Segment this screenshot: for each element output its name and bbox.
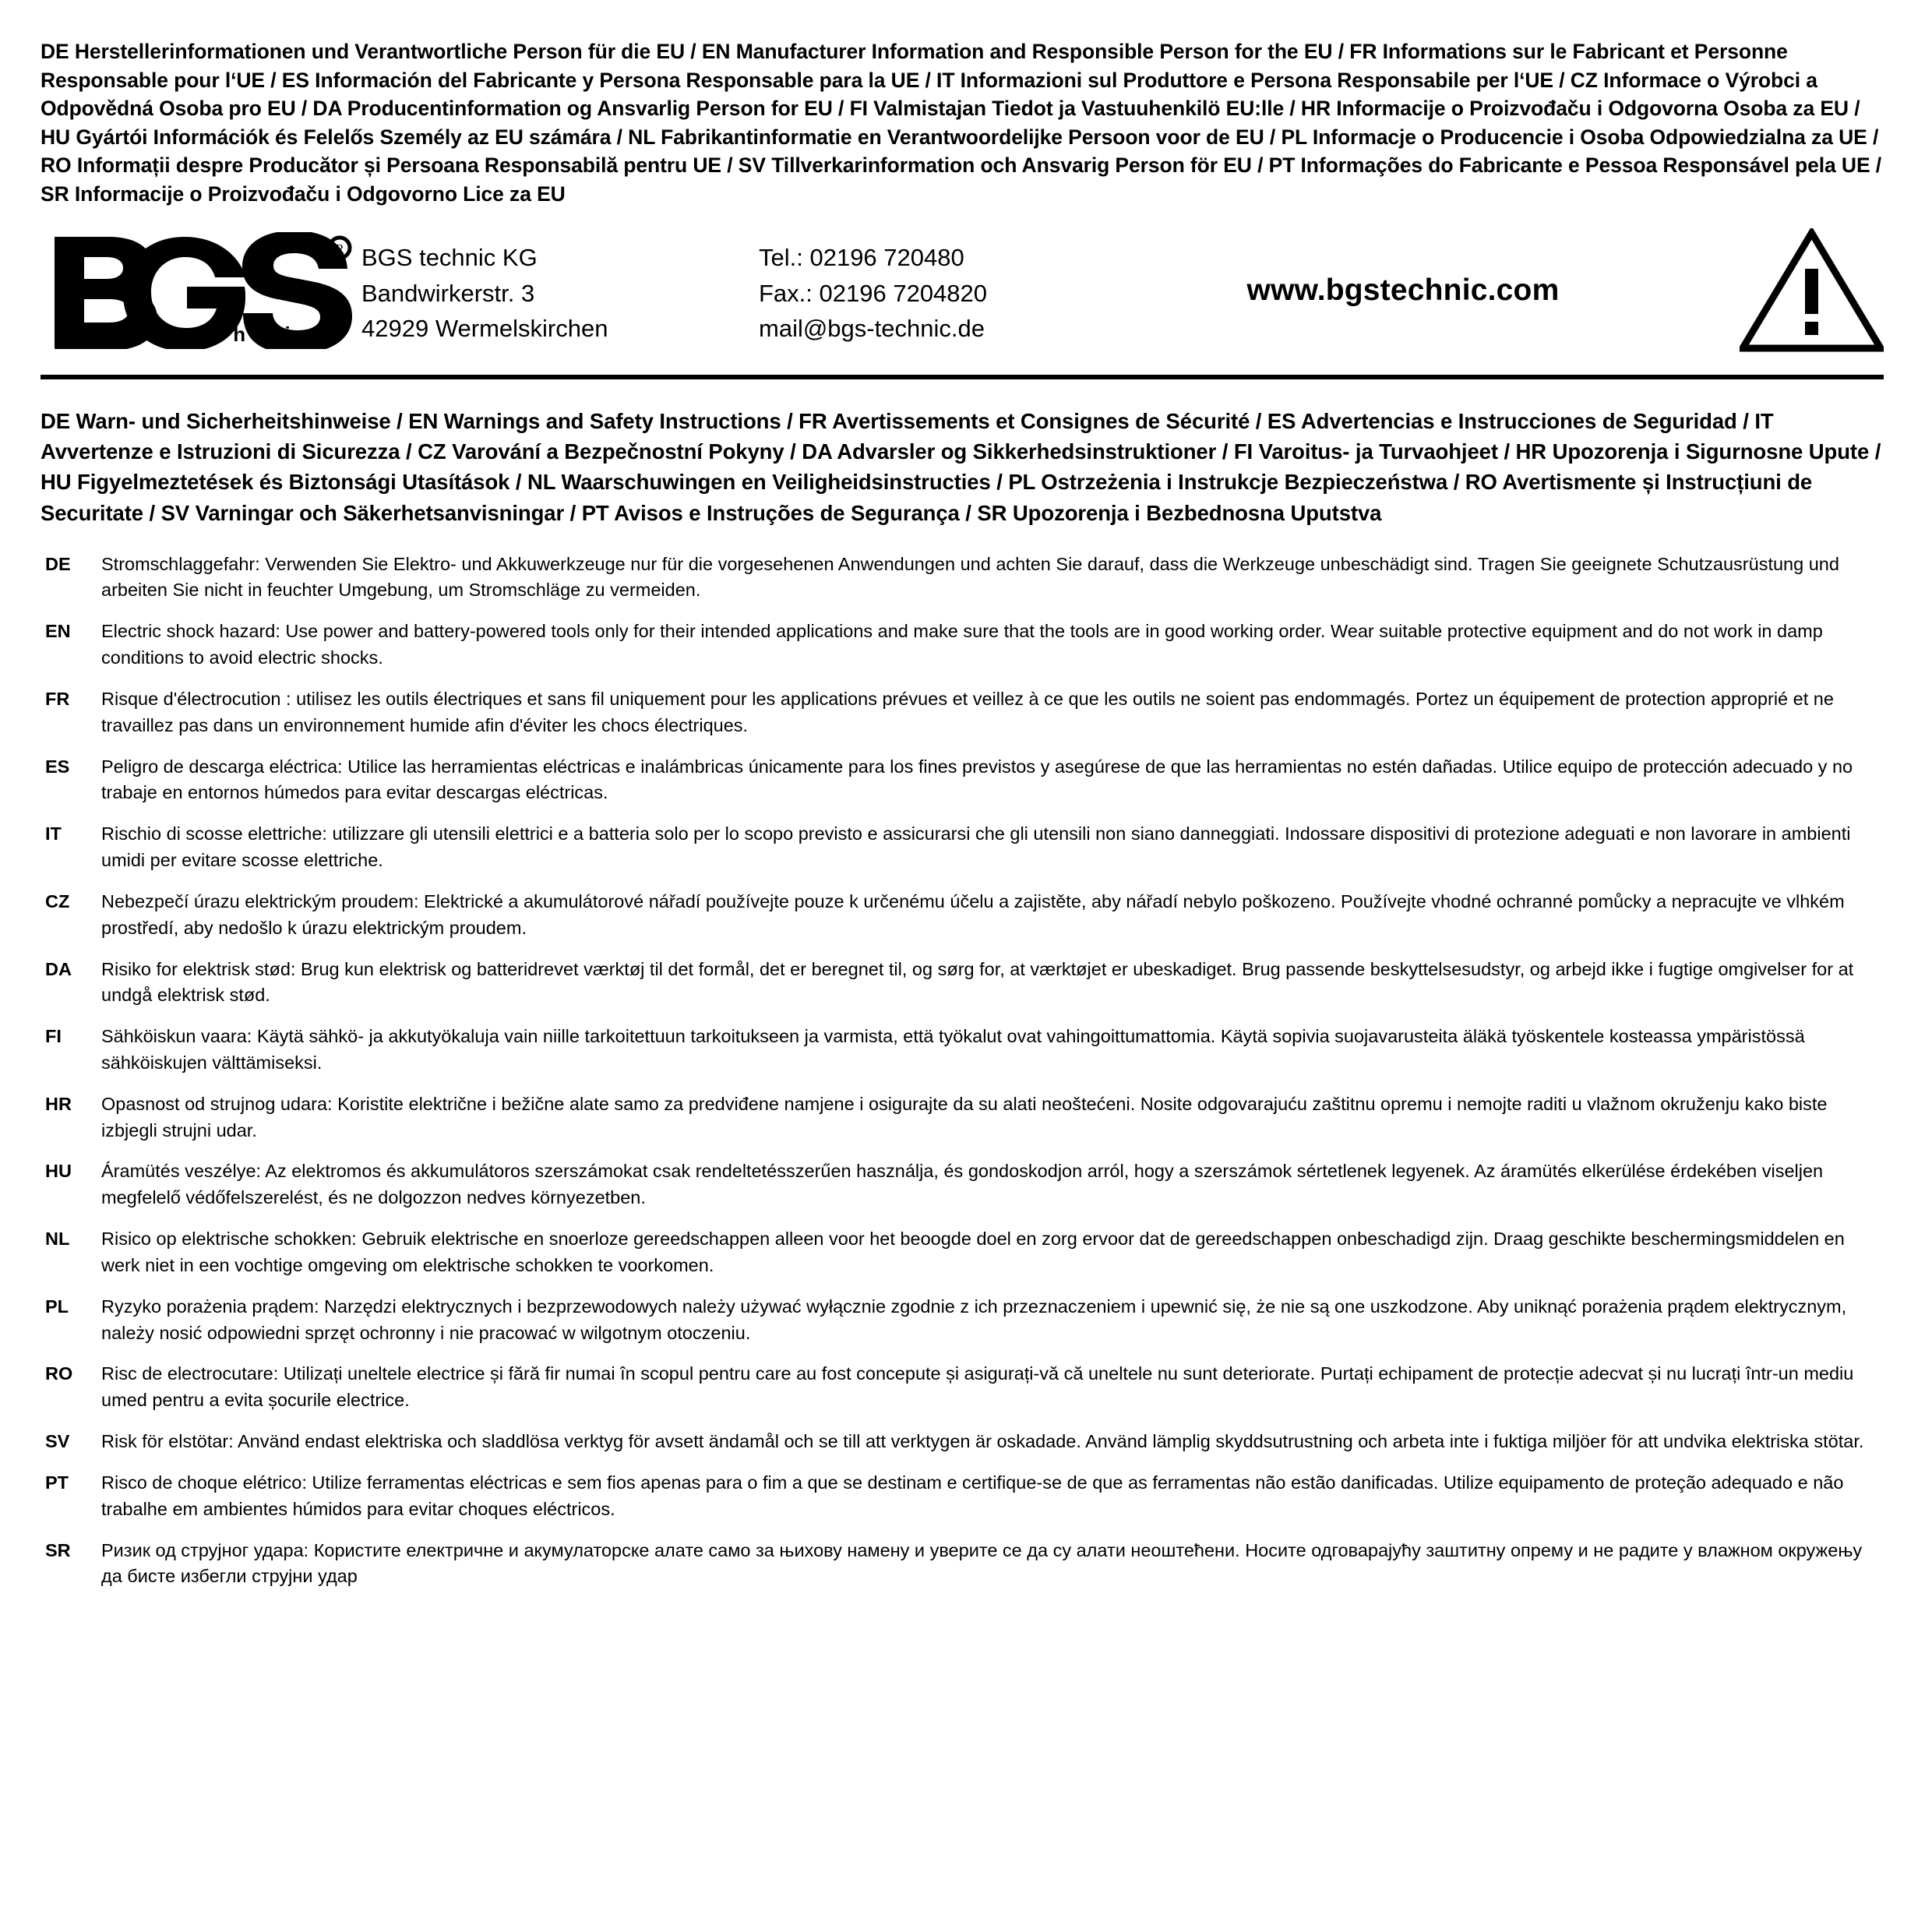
list-item [41, 1024, 1884, 1077]
list-item [41, 957, 1884, 1010]
list-item [41, 1294, 1884, 1347]
list-item [41, 1538, 1884, 1591]
language-code: DE [45, 553, 71, 574]
warning-text: Peligro de descarga eléctrica: Utilice las herramientas eléctricas e inalámbricas únicamente para los fines previstos y asegúrese de que las herramientas no estén dañadas. Utilice equipo de protección adecuado y no trabaje en entornos húmedos para evitar descargas eléctricas. [101, 756, 1853, 803]
bgs-logo-subtext: t e c h n i c [164, 323, 319, 347]
company-street: Bandwirkerstr. 3 [361, 279, 535, 307]
page-title: DE Herstellerinformationen und Verantwortliche Person für die EU / EN Manufacturer Information and Responsible Person for the EU / FR Informations sur le Fabricant et Personne Responsable pour l‘UE / ES Información del Fabricante y Persona Responsable para la UE / IT Informazioni sul Produttore e Persona Responsabile per l‘UE / CZ Informace o Výrobci a Odpovědná Osoba pro EU / DA Producentinformation og Ansvarlig Person for EU / FI Valmistajan Tiedot ja Vastuuhenkilö EU:lle / HR Informacije o Proizvođaču i Odgovorna Osoba za EU / HU Gyártói Információk és Felelős Személy az EU számára / NL Fabrikantinformatie en Verantwoordelijke Persoon voor de EU / PL Informacje o Producencie i Osoba Odpowiedzialna za UE / RO Informații despre Producător și Persoana Responsabilă pentru UE / SV Tillverkarinformation och Ansvarig Person för EU / PT Informações do Fabricante e Pessoa Responsável pela UE / SR Informacije o Proizvođaču i Odgovorno Lice za EU [41, 40, 1882, 206]
warning-text: Risico op elektrische schokken: Gebruik elektrische en snoerloze gereedschappen alleen voor het beoogde doel en zorg ervoor dat de gereedschappen onbeschadigd zijn. Draag geschikte beschermingsmiddelen en werk niet in een vochtige omgeving om elektrische schokken te voorkomen. [101, 1229, 1845, 1275]
language-code: RO [45, 1363, 73, 1384]
warning-text: Áramütés veszélye: Az elektromos és akkumulátoros szerszámokat csak rendeltetésszerűen használja, és gondoskodjon arról, hogy a szerszámok sértetlenek legyenek. Az áramütés elkerülése érdekében viseljen megfelelő védőfelszerelést, és ne dolgozzon nedves környezetben. [101, 1161, 1824, 1208]
language-code: HU [45, 1161, 72, 1182]
language-code: CZ [45, 890, 70, 911]
language-code: SR [45, 1539, 71, 1560]
list-item [41, 1226, 1884, 1279]
list-item [41, 821, 1884, 874]
company-header [41, 228, 1884, 379]
bgs-logo-icon [50, 232, 354, 349]
company-city: 42929 Wermelskirchen [361, 315, 608, 343]
list-item [41, 552, 1884, 605]
language-code: FR [45, 688, 70, 709]
warning-text: Electric shock hazard: Use power and battery-powered tools only for their intended applications and make sure that the tools are in good working order. Wear suitable protective equipment and do not work in damp conditions to avoid electric shocks. [101, 621, 1823, 668]
warning-text: Risk för elstötar: Använd endast elektriska och sladdlösa verktyg för avsett ändamål och se till att verktygen är oskadade. Använd lämplig skyddsutrustning och arbeta inte i fuktiga miljöer för att undvika elektriska stötar. [101, 1431, 1864, 1452]
company-tel: Tel.: 02196 720480 [759, 244, 964, 272]
warning-text: Opasnost od strujnog udara: Koristite električne i bežične alate samo za predviđene namjene i osigurajte da su alati neoštećeni. Nosite odgovarajuću zaštitnu opremu i nemojte raditi u vlažnom okruženju kako biste izbjegli strujni udar. [101, 1093, 1828, 1141]
bgs-logo [41, 232, 361, 349]
language-code: HR [45, 1093, 72, 1114]
company-contact [759, 235, 1102, 347]
warning-text: Nebezpečí úrazu elektrickým proudem: Elektrické a akumulátorové nářadí používejte pouze k určenému účelu a zajistěte, aby nářadí nebylo poškozeno. Používejte vhodné ochranné pomůcky a nepracujte ve vlhkém prostředí, aby nedošlo k úrazu elektrickým proudem. [101, 890, 1845, 938]
warning-text: Risque d'électrocution : utilisez les outils électriques et sans fil uniquement pour les applications prévues et veillez à ce que les outils ne soient pas endommagés. Portez un équipement de protection approprié et ne travaillez pas dans un environnement humide afin d'éviter les chocs électriques. [101, 688, 1834, 735]
warning-text: Rischio di scosse elettriche: utilizzare gli utensili elettrici e a batteria solo per lo scopo previsto e assicurarsi che gli utensili non siano danneggiati. Indossare dispositivi di protezione adeguati e non lavorare in ambienti umidi per evitare scosse elettriche. [101, 823, 1851, 871]
warnings-list [41, 552, 1884, 1591]
language-code: ES [45, 756, 70, 777]
list-item [41, 889, 1884, 942]
list-item [41, 619, 1884, 672]
warning-text: Risiko for elektrisk stød: Brug kun elektrisk og batteridrevet værktøj til det formål, det er beregnet til, og sørg for, at værktøjet er ubeskadiget. Brug passende beskyttelsesudstyr, og arbejd ikke i fugtige omgivelser for at undgå elektrisk stød. [101, 958, 1854, 1006]
company-email: mail@bgs-technic.de [759, 315, 985, 343]
company-name: BGS technic KG [361, 244, 538, 272]
list-item [41, 754, 1884, 807]
language-code: FI [45, 1026, 62, 1047]
list-item [41, 1470, 1884, 1523]
language-code: SV [45, 1431, 70, 1452]
warning-text: Risco de choque elétrico: Utilize ferramentas eléctricas e sem fios apenas para o fim a que se destinam e certifique-se de que as ferramentas não estão danificadas. Utilize equipamento de proteção adequado e não trabalhe em ambientes húmidos para evitar choques eléctricos. [101, 1472, 1844, 1519]
company-address [361, 235, 759, 347]
warning-text: Ryzyko porażenia prądem: Narzędzi elektrycznych i bezprzewodowych należy używać wyłącznie zgodnie z ich przeznaczeniem i upewnić się, że nie są one uszkodzone. Aby uniknąć porażenia prądem elektrycznym, należy nosić odpowiedni sprzęt ochronny i nie pracować w wilgotnym otoczeniu. [101, 1296, 1847, 1343]
warning-text: Ризик од струјног удара: Користите електричне и акумулаторске алате само за њихову намену и уверите се да су алати неоштећени. Носите одговарајућу заштитну опрему и не радите у влажном окружењу да бисте избегли струјни удар [101, 1539, 1863, 1587]
warning-text: Stromschlaggefahr: Verwenden Sie Elektro- und Akkuwerkzeuge nur für die vorgesehenen Anwendungen und achten Sie darauf, dass die Werkzeuge unbeschädigt sind. Tragen Sie geeignete Schutzausrüstung und arbeiten Sie nicht in feuchter Umgebung, um Stromschläge zu vermeiden. [101, 553, 1839, 601]
language-code: EN [45, 621, 71, 642]
warning-triangle-icon [1740, 228, 1884, 353]
language-code: IT [45, 823, 62, 844]
language-code: PL [45, 1296, 69, 1317]
warning-text: Sähköiskun vaara: Käytä sähkö- ja akkutyökaluja vain niille tarkoitettuun tarkoitukseen ja varmista, että työkalut ovat vahingoittumattomia. Käytä sopivia suojavarusteita äläkä työskentele kosteassa ympäristössä sähköiskujen välttämiseksi. [101, 1026, 1805, 1073]
list-item [41, 686, 1884, 739]
warning-triangle [1736, 228, 1884, 353]
language-code: DA [45, 958, 72, 979]
list-item [41, 1091, 1884, 1144]
list-item [41, 1158, 1884, 1211]
warning-text: Risc de electrocutare: Utilizați uneltele electrice și fără fir numai în scopul pentru care au fost concepute și asigurați-vă că uneltele nu sunt deteriorate. Purtați echipament de protecție adecvat și nu lucrați într-un mediu umed pentru a evita șocurile electrice. [101, 1363, 1854, 1411]
warnings-heading: DE Warn- und Sicherheitshinweise / EN Warnings and Safety Instructions / FR Avertissements et Consignes de Sécurité / ES Advertencias e Instrucciones de Seguridad / IT Avvertenze e Istruzioni di Sicurezza / CZ Varování a Bezpečnostní Pokyny / DA Advarsler og Sikkerhedsinstruktioner / FI Varoitus- ja Turvaohjeet / HR Upozorenja i Sigurnosne Upute / HU Figyelmeztetések és Biztonsági Utasítások / NL Waarschuwingen en Veiligheidsinstructies / PL Ostrzeżenia i Instrukcje Bezpieczeństwa / RO Avertismente și Instrucțiuni de Securitate / SV Varningar och Säkerhetsanvisningar / PT Avisos e Instruções de Segurança / SR Upozorenja i Bezbednosna Uputstva [41, 409, 1881, 525]
company-website: www.bgstechnic.com [1246, 273, 1560, 308]
list-item [41, 1361, 1884, 1414]
language-code: NL [45, 1229, 70, 1250]
svg-text:R: R [335, 242, 344, 257]
language-code: PT [45, 1472, 69, 1493]
list-item [41, 1429, 1884, 1455]
company-fax: Fax.: 02196 7204820 [759, 279, 988, 307]
